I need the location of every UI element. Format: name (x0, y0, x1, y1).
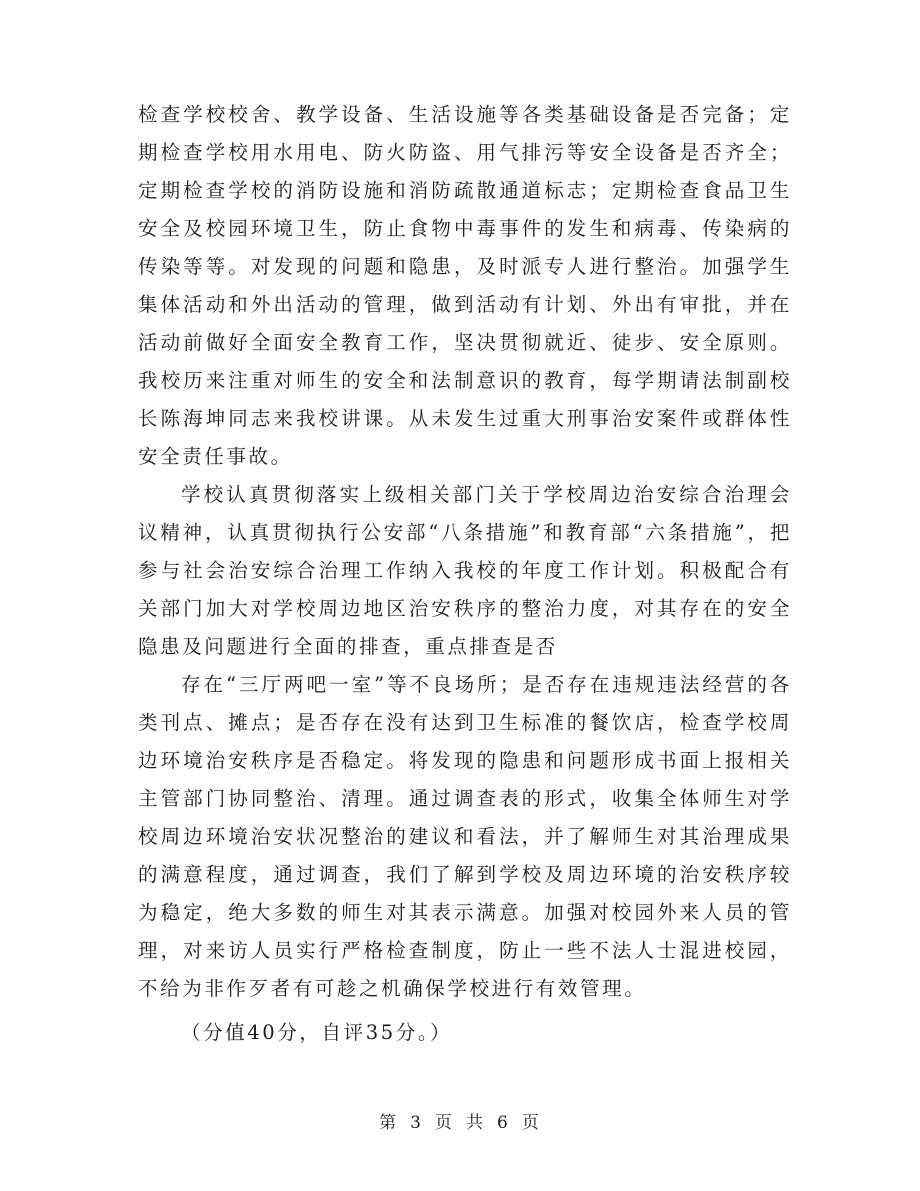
score-note: （分值40分，自评35分。） (181, 1021, 453, 1044)
paragraph-school-surroundings: 学校认真贯彻落实上级相关部门关于学校周边治安综合治理会议精神，认真贯彻执行公安部“八条措施”和教育部“六条措施”，把参与社会治安综合治理工作纳入我校的年度工作计划。积极配合有关部门加大对学校周边地区治安秩序的整治力度，对其存在的安全隐患及问题进行全面的排查，重点排查是否 (138, 483, 792, 658)
page-footer (0, 1108, 920, 1133)
footer-total-prefix: 共 (466, 1113, 485, 1133)
document-body (138, 96, 792, 1052)
paragraph-inspection: 检查学校校舍、教学设备、生活设施等各类基础设备是否完备；定期检查学校用水用电、防火防盗、用气排污等安全设备是否齐全；定期检查学校的消防设施和消防疏散通道标志；定期检查食品卫生安全及校园环境卫生，防止食物中毒事件的发生和病毒、传染病的传染等等。对发现的问题和隐患，及时派专人进行整治。加强学生集体活动和外出活动的管理，做到活动有计划、外出有审批，并在活动前做好全面安全教育工作，坚决贯彻就近、徒步、安全原则。我校历来注重对师生的安全和法制意识的教育，每学期请法制副校长陈海坤同志来我校讲课。从未发生过重大刑事治安案件或群体性安全责任事故。 (138, 103, 792, 468)
footer-page-unit: 页 (435, 1113, 454, 1133)
footer-prefix: 第 (379, 1113, 399, 1133)
footer-total-unit: 页 (521, 1113, 541, 1133)
paragraph-venue-check: 存在“三厅两吧一室”等不良场所；是否存在违规违法经营的各类刊点、摊点；是否存在没有达到卫生标准的餐饮店，检查学校周边环境治安秩序是否稳定。将发现的隐患和问题形成书面上报相关主管部门协同整治、清理。通过调查表的形式，收集全体师生对学校周边环境治安状况整治的建议和看法，并了解师生对其治理成果的满意程度，通过调查，我们了解到学校及周边环境的治安秩序较为稳定，绝大多数的师生对其表示满意。加强对校园外来人员的管理，对来访人员实行严格检查制度，防止一些不法人士混进校园，不给为非作歹者有可趁之机确保学校进行有效管理。 (138, 673, 792, 1000)
total-page-number: 6 (497, 1113, 510, 1133)
current-page-number: 3 (410, 1113, 423, 1133)
